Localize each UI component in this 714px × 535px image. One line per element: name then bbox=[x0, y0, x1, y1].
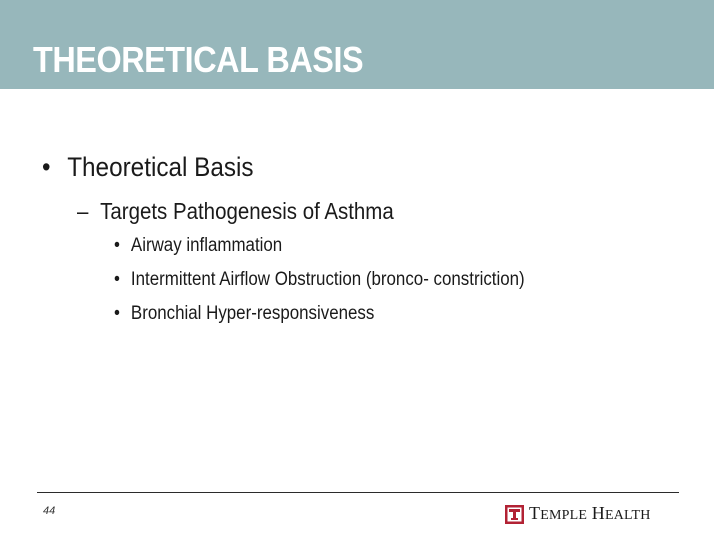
bullet-text: Targets Pathogenesis of Asthma bbox=[100, 198, 394, 224]
bullet-text: Intermittent Airflow Obstruction (bronco- constriction) bbox=[130, 269, 525, 290]
temple-health-logo bbox=[505, 504, 651, 524]
bullet-level3-item bbox=[114, 234, 282, 258]
temple-t-icon bbox=[505, 505, 524, 524]
dash-marker: – bbox=[77, 198, 89, 224]
bullet-marker: • bbox=[114, 235, 120, 256]
bullet-text: Bronchial Hyper-responsiveness bbox=[130, 303, 375, 324]
page-number: 44 bbox=[43, 505, 56, 517]
bullet-marker: • bbox=[114, 303, 120, 324]
logo-wordmark: TEMPLE HEALTH bbox=[529, 502, 651, 523]
bullet-marker: • bbox=[42, 152, 51, 182]
slide-title: THEORETICAL BASIS bbox=[33, 39, 364, 80]
bullet-level3-item bbox=[114, 302, 374, 326]
bullet-text: Airway inflammation bbox=[130, 235, 283, 256]
bullet-level2 bbox=[77, 197, 394, 225]
bullet-marker: • bbox=[114, 269, 120, 290]
bullet-level3-item bbox=[114, 268, 525, 292]
footer-divider bbox=[37, 492, 679, 493]
bullet-level1 bbox=[42, 151, 254, 183]
bullet-text: Theoretical Basis bbox=[67, 152, 254, 182]
